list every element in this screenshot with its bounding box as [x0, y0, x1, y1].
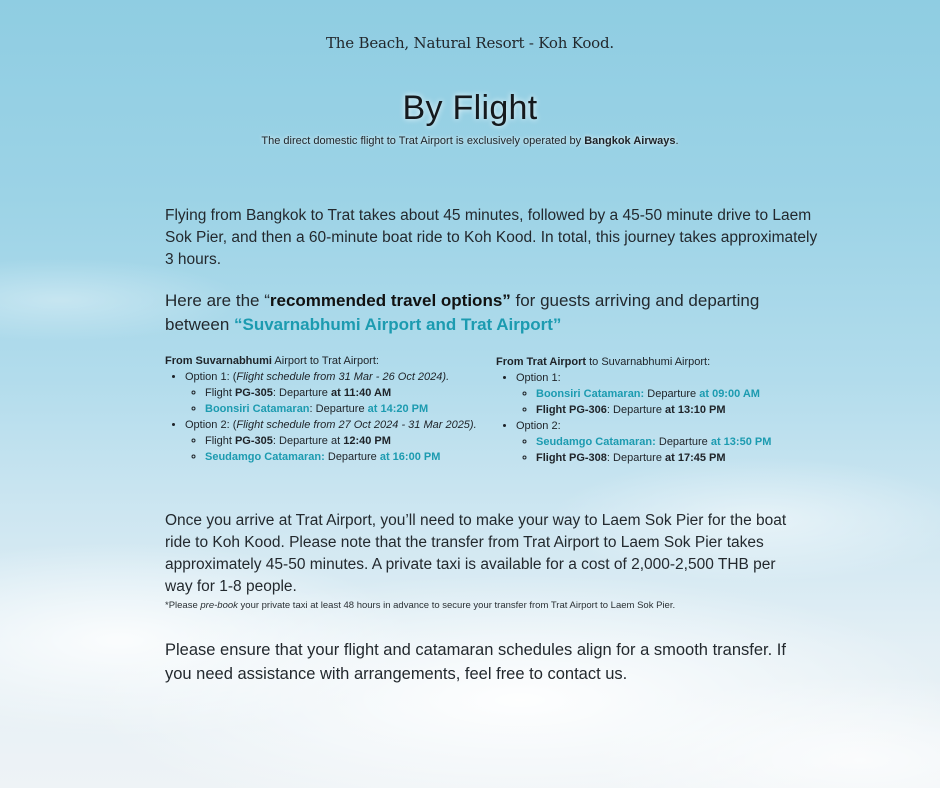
from-suvarnabhumi-section — [165, 353, 495, 465]
flight-time: at 13:10 PM — [665, 404, 726, 416]
from-trat-heading — [496, 354, 816, 370]
recommend-highlight: recommended travel options” — [269, 291, 511, 310]
note-prefix: *Please — [165, 600, 201, 611]
arrival-paragraph: Once you arrive at Trat Airport, you’ll need to make your way to Laem Sok Pier for the boat ride to Koh Kood. Please note that the transfer from Trat Airport to Laem Sok Pier takes approximately 45-50 minutes. A private taxi is available for a cost of 2,000-2,500 THB per way for 1-8 people. — [165, 512, 787, 595]
boat-time: at 14:20 PM — [367, 403, 429, 415]
option-1 — [185, 369, 495, 417]
flight-prefix: Flight — [205, 435, 235, 447]
boat-name: Seudamgo Catamaran: — [205, 451, 325, 463]
heading-rest: to Suvarnabhumi Airport: — [586, 356, 711, 368]
flight-time: at 11:40 AM — [330, 387, 392, 399]
heading-bold: From Trat Airport — [496, 356, 587, 368]
closing-paragraph: Please ensure that your flight and catamaran schedules align for a smooth transfer. If you need assistance with arrangements, feel free to contact us. — [165, 641, 786, 683]
flight-mid: : Departure — [606, 452, 665, 464]
option-2 — [185, 417, 495, 465]
subtitle — [0, 135, 940, 147]
subtitle-suffix: . — [675, 135, 679, 147]
recommend-middle: for guests arriving and departing between — [165, 291, 760, 334]
flight-mid: : Departure — [272, 387, 331, 399]
options-list — [496, 370, 816, 466]
note-emphasis: pre-book — [200, 600, 238, 611]
option-2 — [516, 418, 816, 466]
flight-item — [205, 385, 495, 401]
resort-brand: The Beach, Natural Resort - Koh Kood. — [326, 34, 614, 52]
boat-name: Boonsiri Catamaran: — [536, 388, 645, 400]
boat-time: at 13:50 PM — [710, 436, 772, 448]
flight-item — [536, 450, 816, 466]
flight-code: PG-305 — [234, 435, 273, 447]
flight-mid: : Departure at — [272, 435, 344, 447]
subtitle-prefix: The direct domestic flight to Trat Airport is exclusively operated by — [261, 135, 585, 147]
recommend-airports: “Suvarnabhumi Airport and Trat Airport” — [234, 315, 562, 334]
flight-prefix: Flight — [205, 387, 235, 399]
flight-time: 12:40 PM — [343, 435, 391, 447]
option-label: Option 2: ( — [185, 419, 237, 431]
option-label: Option 1: — [516, 372, 561, 384]
recommend-paragraph — [165, 289, 805, 337]
option-label: Option 2: — [516, 420, 561, 432]
heading-bold: From Suvarnabhumi — [165, 355, 272, 367]
boat-mid: Departure — [644, 388, 700, 400]
prebook-note — [165, 600, 805, 611]
boat-name: Boonsiri Catamaran — [205, 403, 310, 415]
option-1 — [516, 370, 816, 418]
boat-item — [536, 386, 816, 402]
flight-name: Flight PG-308 — [536, 452, 607, 464]
page-title: By Flight — [402, 89, 538, 127]
flight-name: Flight PG-306 — [536, 404, 607, 416]
boat-time: at 16:00 PM — [379, 451, 441, 463]
boat-item — [205, 449, 495, 465]
boat-item — [205, 401, 495, 417]
flight-time: at 17:45 PM — [665, 452, 726, 464]
option-schedule: Flight schedule from 27 Oct 2024 - 31 Mar 2025). — [236, 419, 477, 431]
boat-mid: Departure — [324, 451, 380, 463]
boat-mid: : Departure — [309, 403, 368, 415]
boat-time: at 09:00 AM — [699, 388, 760, 400]
note-suffix: your private taxi at least 48 hours in advance to secure your transfer from Trat Airport to Laem Sok Pier. — [237, 600, 676, 611]
boat-item — [536, 434, 816, 450]
flight-item — [536, 402, 816, 418]
boat-mid: Departure — [655, 436, 711, 448]
from-trat-section — [496, 354, 816, 466]
from-suvarnabhumi-heading — [165, 353, 495, 369]
flight-mid: : Departure — [606, 404, 665, 416]
option-label: Option 1: ( — [185, 371, 237, 383]
flight-code: PG-305 — [234, 387, 273, 399]
boat-name: Seudamgo Catamaran: — [536, 436, 656, 448]
flight-item — [205, 433, 495, 449]
option-schedule: Flight schedule from 31 Mar - 26 Oct 2024). — [236, 371, 450, 383]
options-list — [165, 369, 495, 465]
recommend-prefix: Here are the “ — [165, 291, 270, 310]
heading-rest: Airport to Trat Airport: — [271, 355, 379, 367]
airline-name: Bangkok Airways — [584, 135, 676, 147]
intro-paragraph: Flying from Bangkok to Trat takes about 45 minutes, followed by a 45-50 minute drive to Laem Sok Pier, and then a 60-minute boat ride to Koh Kood. In total, this journey takes approximately 3 hours. — [165, 207, 818, 268]
